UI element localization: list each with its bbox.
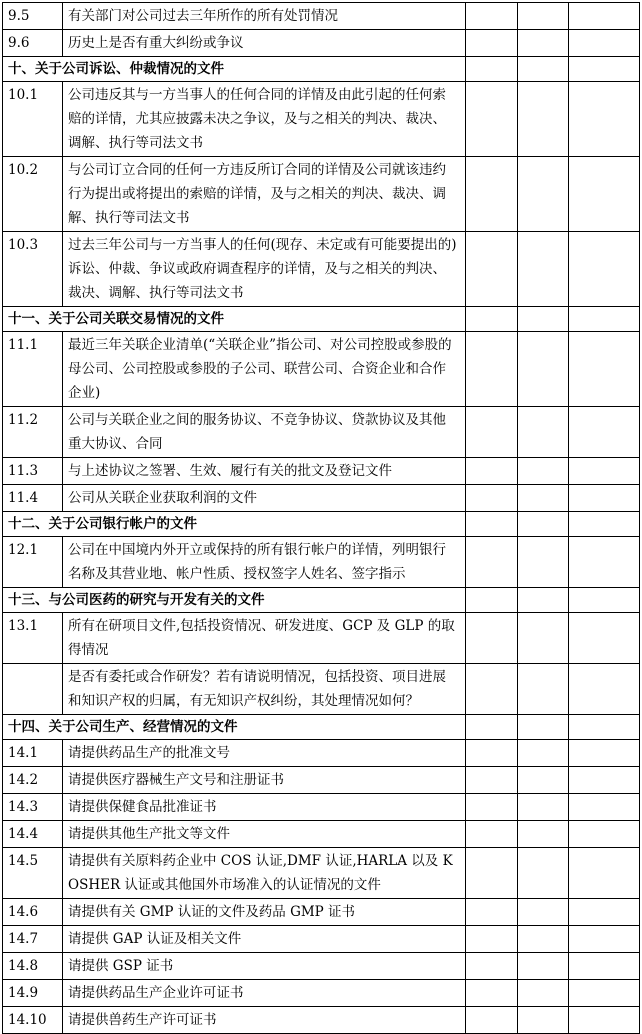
check-cell-c [569, 613, 640, 664]
section-title: 十一、关于公司关联交易情况的文件 [3, 307, 466, 332]
item-number: 14.8 [3, 953, 63, 980]
check-cell-b [518, 57, 569, 82]
item-number: 9.5 [3, 3, 63, 30]
check-cell-b [518, 157, 569, 232]
check-cell-b [518, 899, 569, 926]
check-cell-b [518, 1007, 569, 1034]
check-cell-a [466, 512, 518, 537]
check-cell-a [466, 767, 518, 794]
check-cell-a [466, 740, 518, 767]
item-description: 请提供兽药生产许可证书 [63, 1007, 466, 1034]
item-number: 9.6 [3, 30, 63, 57]
item-number: 14.9 [3, 980, 63, 1007]
check-cell-b [518, 485, 569, 512]
item-description: 请提供医疗器械生产文号和注册证书 [63, 767, 466, 794]
item-number: 10.1 [3, 82, 63, 157]
check-cell-c [569, 899, 640, 926]
check-cell-a [466, 613, 518, 664]
item-description: 与公司订立合同的任何一方违反所订合同的详情及公司就该违约行为提出或将提出的索赔的详情，及与之相关的判决、裁决、调解、执行等司法文书 [63, 157, 466, 232]
section-header-row [3, 57, 640, 82]
table-row [3, 740, 640, 767]
check-cell-b [518, 458, 569, 485]
check-cell-c [569, 537, 640, 588]
item-description: 最近三年关联企业清单(“关联企业”指公司、对公司控股或参股的母公司、公司控股或参股的子公司、联营公司、合资企业和合作企业) [63, 332, 466, 407]
table-row [3, 899, 640, 926]
section-header-row [3, 307, 640, 332]
check-cell-b [518, 794, 569, 821]
check-cell-c [569, 980, 640, 1007]
item-description: 请提供 GAP 认证及相关文件 [63, 926, 466, 953]
table-row [3, 821, 640, 848]
table-row [3, 458, 640, 485]
item-number: 12.1 [3, 537, 63, 588]
check-cell-a [466, 794, 518, 821]
check-cell-b [518, 664, 569, 715]
item-description: 公司从关联企业获取利润的文件 [63, 485, 466, 512]
item-number: 14.7 [3, 926, 63, 953]
check-cell-c [569, 740, 640, 767]
check-cell-a [466, 953, 518, 980]
check-cell-c [569, 458, 640, 485]
item-description: 公司在中国境内外开立或保持的所有银行帐户的详情，列明银行名称及其营业地、帐户性质、授权签字人姓名、签字指示 [63, 537, 466, 588]
table-row [3, 664, 640, 715]
check-cell-c [569, 821, 640, 848]
item-description: 请提供其他生产批文等文件 [63, 821, 466, 848]
check-cell-c [569, 30, 640, 57]
item-description: 公司与关联企业之间的服务协议、不竞争协议、贷款协议及其他重大协议、合同 [63, 407, 466, 458]
check-cell-c [569, 767, 640, 794]
item-number: 11.3 [3, 458, 63, 485]
item-number: 14.2 [3, 767, 63, 794]
check-cell-a [466, 30, 518, 57]
item-number: 14.1 [3, 740, 63, 767]
table-row [3, 3, 640, 30]
item-description: 请提供有关 GMP 认证的文件及药品 GMP 证书 [63, 899, 466, 926]
item-number: 14.10 [3, 1007, 63, 1034]
check-cell-a [466, 307, 518, 332]
check-cell-c [569, 1007, 640, 1034]
check-cell-b [518, 407, 569, 458]
check-cell-c [569, 407, 640, 458]
check-cell-b [518, 537, 569, 588]
check-cell-a [466, 926, 518, 953]
check-cell-c [569, 715, 640, 740]
section-title: 十四、关于公司生产、经营情况的文件 [3, 715, 466, 740]
item-number: 10.2 [3, 157, 63, 232]
check-cell-a [466, 664, 518, 715]
item-number [3, 664, 63, 715]
item-description: 有关部门对公司过去三年所作的所有处罚情况 [63, 3, 466, 30]
check-cell-c [569, 82, 640, 157]
check-cell-c [569, 926, 640, 953]
check-cell-b [518, 512, 569, 537]
item-number: 11.2 [3, 407, 63, 458]
check-cell-b [518, 821, 569, 848]
item-number: 14.3 [3, 794, 63, 821]
item-description: 过去三年公司与一方当事人的任何(现存、未定或有可能要提出的)诉讼、仲裁、争议或政府调查程序的详情，及与之相关的判决、裁决、调解、执行等司法文书 [63, 232, 466, 307]
item-description: 请提供药品生产的批准文号 [63, 740, 466, 767]
check-cell-b [518, 953, 569, 980]
table-row [3, 926, 640, 953]
check-cell-c [569, 57, 640, 82]
section-title: 十二、关于公司银行帐户的文件 [3, 512, 466, 537]
item-number: 11.4 [3, 485, 63, 512]
section-title: 十三、与公司医药的研究与开发有关的文件 [3, 588, 466, 613]
check-cell-b [518, 588, 569, 613]
check-cell-a [466, 485, 518, 512]
check-cell-b [518, 767, 569, 794]
check-cell-c [569, 794, 640, 821]
check-cell-c [569, 953, 640, 980]
check-cell-a [466, 537, 518, 588]
item-description: 与上述协议之签署、生效、履行有关的批文及登记文件 [63, 458, 466, 485]
check-cell-a [466, 1007, 518, 1034]
check-cell-a [466, 157, 518, 232]
table-row [3, 613, 640, 664]
item-description: 公司违反其与一方当事人的任何合同的详情及由此引起的任何索赔的详情，尤其应披露未决之争议，及与之相关的判决、裁决、调解、执行等司法文书 [63, 82, 466, 157]
check-cell-c [569, 232, 640, 307]
table-row [3, 767, 640, 794]
check-cell-a [466, 899, 518, 926]
table-body [3, 3, 640, 1034]
check-cell-b [518, 848, 569, 899]
check-cell-c [569, 3, 640, 30]
check-cell-a [466, 332, 518, 407]
item-description: 历史上是否有重大纠纷或争议 [63, 30, 466, 57]
check-cell-a [466, 3, 518, 30]
check-cell-c [569, 588, 640, 613]
table-row [3, 953, 640, 980]
table-row [3, 157, 640, 232]
check-cell-c [569, 848, 640, 899]
check-cell-b [518, 980, 569, 1007]
check-cell-a [466, 821, 518, 848]
table-row [3, 82, 640, 157]
check-cell-c [569, 157, 640, 232]
check-cell-b [518, 715, 569, 740]
table-row [3, 794, 640, 821]
check-cell-a [466, 848, 518, 899]
item-description: 是否有委托或合作研发？若有请说明情况，包括投资、项目进展和知识产权的归属，有无知识产权纠纷，其处理情况如何？ [63, 664, 466, 715]
check-cell-b [518, 926, 569, 953]
check-cell-a [466, 407, 518, 458]
check-cell-c [569, 485, 640, 512]
item-number: 14.5 [3, 848, 63, 899]
check-cell-b [518, 740, 569, 767]
item-description: 请提供保健食品批准证书 [63, 794, 466, 821]
table-row [3, 537, 640, 588]
section-header-row [3, 715, 640, 740]
section-header-row [3, 588, 640, 613]
check-cell-c [569, 332, 640, 407]
check-cell-a [466, 588, 518, 613]
table-row [3, 232, 640, 307]
item-description: 请提供 GSP 证书 [63, 953, 466, 980]
item-number: 11.1 [3, 332, 63, 407]
table-row [3, 485, 640, 512]
check-cell-b [518, 30, 569, 57]
check-cell-b [518, 82, 569, 157]
table-row [3, 980, 640, 1007]
item-description: 请提供有关原料药企业中 COS 认证,DMF 认证,HARLA 以及 KOSHER 认证或其他国外市场准入的认证情况的文件 [63, 848, 466, 899]
table-row [3, 332, 640, 407]
section-title: 十、关于公司诉讼、仲裁情况的文件 [3, 57, 466, 82]
check-cell-a [466, 232, 518, 307]
check-cell-b [518, 332, 569, 407]
item-description: 请提供药品生产企业许可证书 [63, 980, 466, 1007]
item-description: 所有在研项目文件,包括投资情况、研发进度、GCP 及 GLP 的取得情况 [63, 613, 466, 664]
section-header-row [3, 512, 640, 537]
table-row [3, 407, 640, 458]
table-row [3, 30, 640, 57]
check-cell-a [466, 458, 518, 485]
check-cell-b [518, 232, 569, 307]
check-cell-a [466, 57, 518, 82]
document-table [2, 2, 640, 1034]
item-number: 10.3 [3, 232, 63, 307]
check-cell-b [518, 307, 569, 332]
check-cell-b [518, 613, 569, 664]
check-cell-b [518, 3, 569, 30]
item-number: 13.1 [3, 613, 63, 664]
check-cell-a [466, 82, 518, 157]
check-cell-c [569, 512, 640, 537]
check-cell-a [466, 715, 518, 740]
check-cell-c [569, 307, 640, 332]
check-cell-c [569, 664, 640, 715]
item-number: 14.6 [3, 899, 63, 926]
item-number: 14.4 [3, 821, 63, 848]
table-row [3, 848, 640, 899]
check-cell-a [466, 980, 518, 1007]
table-row [3, 1007, 640, 1034]
